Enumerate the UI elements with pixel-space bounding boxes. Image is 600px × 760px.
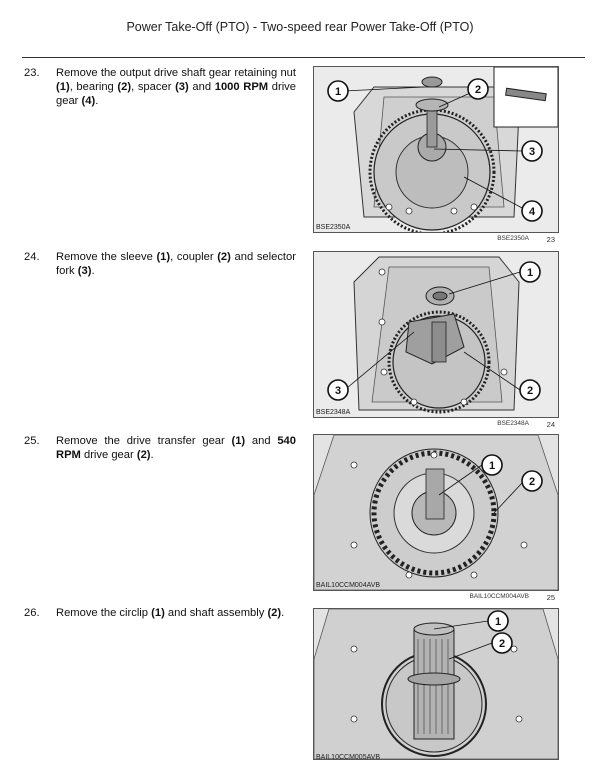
step-number: 23.	[24, 67, 40, 79]
step-text: Remove the drive transfer gear (1) and 540 RPM drive gear (2).	[56, 435, 296, 461]
figure-25-number: 25	[546, 593, 555, 602]
step-number: 24.	[24, 251, 40, 263]
figure-24-callout-3: 3	[334, 385, 342, 397]
figure-26-code: BAIL10CCM005AVB	[316, 754, 381, 760]
figure-23	[313, 66, 559, 233]
step-text: Remove the sleeve (1), coupler (2) and selector fork (3).	[56, 251, 296, 277]
step-26	[24, 606, 296, 620]
figure-26-callout-1: 1	[494, 616, 502, 628]
header-divider	[22, 57, 585, 58]
figure-23-callout-2: 2	[474, 84, 482, 96]
figure-25-caption-code: BAIL10CCM004AVB	[469, 593, 529, 600]
figure-23-code: BSE2350A	[316, 224, 351, 231]
page-header-title: Power Take-Off (PTO) - Two-speed rear Power Take-Off (PTO)	[126, 20, 474, 34]
figure-25-callout-1: 1	[488, 460, 496, 472]
step-number: 25.	[24, 435, 40, 447]
figure-23-callout-1: 1	[334, 86, 342, 98]
figure-24-callout-2: 2	[526, 385, 534, 397]
figure-25-callout-2: 2	[528, 476, 536, 488]
step-text: Remove the circlip (1) and shaft assembly (2).	[56, 607, 285, 619]
figure-23-callout-3: 3	[528, 146, 536, 158]
figure-23-callout-4: 4	[528, 206, 536, 218]
figure-25	[313, 434, 559, 591]
figure-23-caption-code: BSE2350A	[497, 235, 529, 242]
figure-24-code: BSE2348A	[316, 409, 351, 416]
step-25	[24, 434, 296, 462]
step-text: Remove the output drive shaft gear retaining nut (1), bearing (2), spacer (3) and 1000 RPM drive gear (4).	[56, 67, 296, 107]
figure-24-callout-1: 1	[526, 267, 534, 279]
step-23	[24, 66, 296, 108]
step-24	[24, 250, 296, 278]
figure-23-number: 23	[546, 235, 555, 244]
figure-26	[313, 608, 559, 760]
figure-26-callout-2: 2	[498, 638, 506, 650]
step-number: 26.	[24, 607, 40, 619]
figure-24-caption-code: BSE2348A	[497, 420, 529, 427]
figure-25-code: BAIL10CCM004AVB	[316, 582, 381, 589]
figure-24-number: 24	[546, 420, 555, 429]
figure-24	[313, 251, 559, 418]
